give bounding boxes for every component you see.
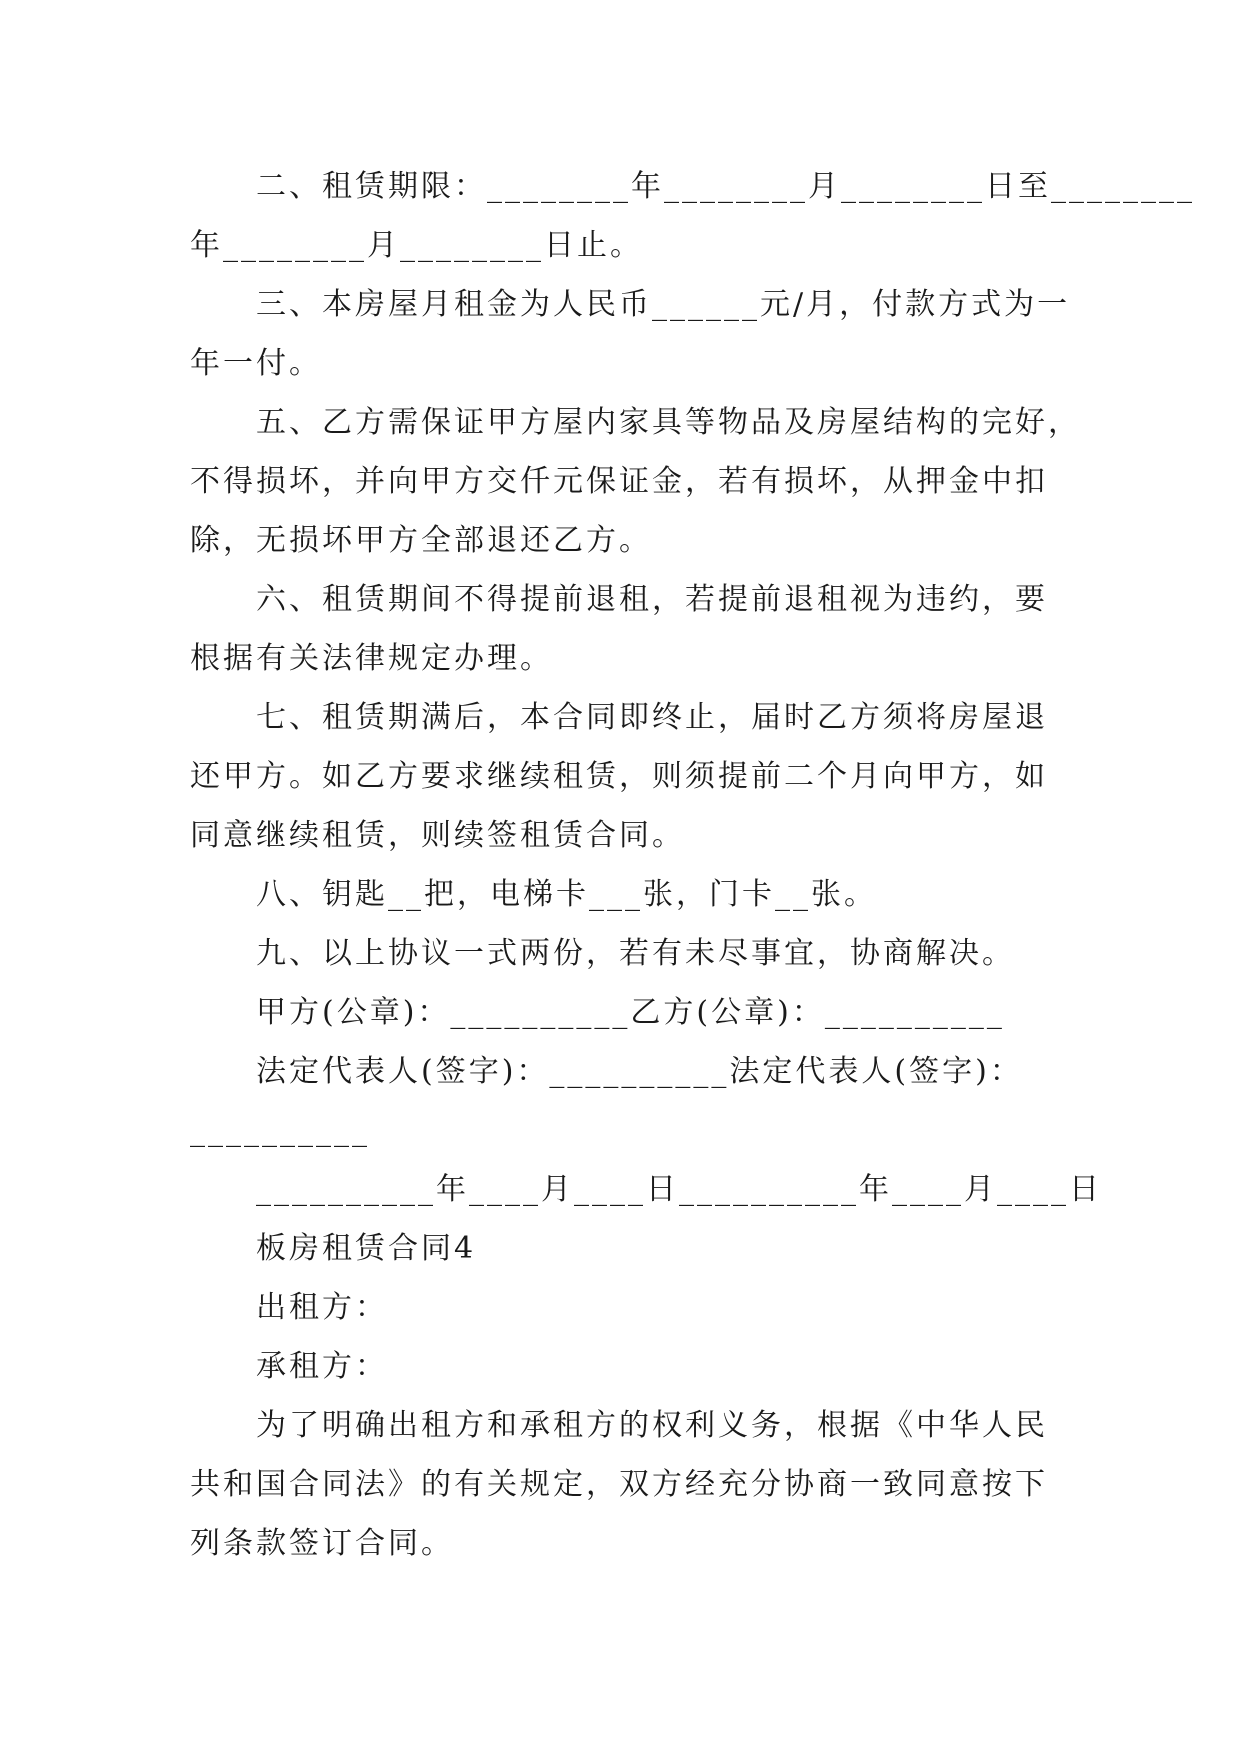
- lease-term-line-2: 年________月________日止。: [190, 228, 643, 263]
- lessor-line: 出租方：: [256, 1290, 388, 1325]
- keys-line: 八、钥匙__把，电梯卡___张，门卡__张。: [256, 877, 877, 912]
- expiry-line-2: 还甲方。如乙方要求继续租赁，则须提前二个月向甲方，如: [190, 759, 1048, 794]
- deposit-line-1: 五、乙方需保证甲方屋内家具等物品及房屋结构的完好，: [256, 405, 1081, 440]
- representative-line-2: __________: [190, 1113, 370, 1148]
- copies-line: 九、以上协议一式两份，若有未尽事宜，协商解决。: [256, 936, 1015, 971]
- early-exit-line-1: 六、租赁期间不得提前退租，若提前退租视为违约，要: [256, 582, 1048, 617]
- lessee-line: 承租方：: [256, 1349, 388, 1384]
- contract-4-title: 板房租赁合同4: [256, 1231, 477, 1266]
- date-line: __________年____月____日__________年____月____日: [256, 1172, 1102, 1207]
- early-exit-line-2: 根据有关法律规定办理。: [190, 641, 553, 676]
- intro-line-3: 列条款签订合同。: [190, 1526, 454, 1561]
- representative-line-1: 法定代表人(签字)：__________法定代表人(签字)：: [256, 1054, 1023, 1089]
- contract-text: [190, 157, 1195, 1573]
- rent-line-1: 三、本房屋月租金为人民币______元/月，付款方式为一: [256, 287, 1071, 322]
- expiry-line-3: 同意继续租赁，则续签租赁合同。: [190, 818, 685, 853]
- deposit-line-2: 不得损坏，并向甲方交仟元保证金，若有损坏，从押金中扣: [190, 464, 1048, 499]
- intro-line-2: 共和国合同法》的有关规定，双方经充分协商一致同意按下: [190, 1467, 1048, 1502]
- intro-line-1: 为了明确出租方和承租方的权利义务，根据《中华人民: [256, 1408, 1048, 1443]
- seal-line: 甲方(公章)：__________乙方(公章)：__________: [256, 995, 1005, 1030]
- rent-line-2: 年一付。: [190, 346, 322, 381]
- expiry-line-1: 七、租赁期满后，本合同即终止，届时乙方须将房屋退: [256, 700, 1048, 735]
- lease-term-line-1: 二、租赁期限：________年________月________日至________: [256, 169, 1195, 204]
- deposit-line-3: 除，无损坏甲方全部退还乙方。: [190, 523, 652, 558]
